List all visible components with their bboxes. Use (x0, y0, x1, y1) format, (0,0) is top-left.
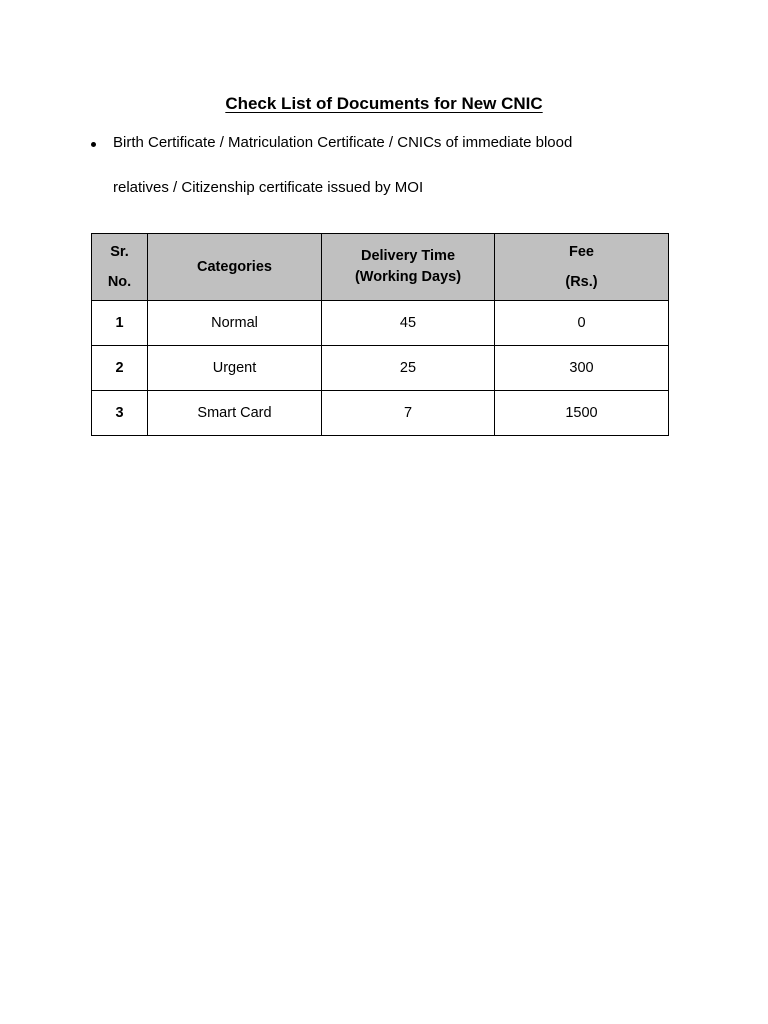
table-row (92, 391, 669, 436)
delivery-fee-table (91, 233, 669, 436)
table-row (92, 346, 669, 391)
row-category: Urgent (148, 346, 322, 391)
row-category: Normal (148, 301, 322, 346)
header-categories: Categories (148, 234, 322, 301)
bullet-text-line-1: Birth Certificate / Matriculation Certificate / CNICs of immediate blood (113, 134, 573, 151)
header-fee (495, 234, 669, 301)
table-row (92, 301, 669, 346)
row-delivery-days: 7 (322, 391, 495, 436)
table-header-row (92, 234, 669, 301)
header-delivery-label: Delivery Time (360, 248, 456, 264)
row-sr-no: 1 (92, 301, 148, 346)
header-working-days-label: (Working Days) (354, 269, 462, 285)
row-fee: 1500 (495, 391, 669, 436)
row-fee: 300 (495, 346, 669, 391)
row-sr-no: 3 (92, 391, 148, 436)
header-rs-label: (Rs.) (565, 274, 598, 290)
header-delivery-time (322, 234, 495, 301)
row-delivery-days: 25 (322, 346, 495, 391)
bullet-text-line-2: relatives / Citizenship certificate issued by MOI (113, 179, 424, 196)
row-fee: 0 (495, 301, 669, 346)
header-fee-label: Fee (569, 244, 594, 260)
header-sr-label: Sr. (110, 244, 129, 260)
header-sr-no (92, 234, 148, 301)
document-title: Check List of Documents for New CNIC (225, 94, 543, 113)
bullet-icon (91, 142, 96, 147)
row-delivery-days: 45 (322, 301, 495, 346)
header-no-label: No. (107, 274, 132, 290)
row-category: Smart Card (148, 391, 322, 436)
row-sr-no: 2 (92, 346, 148, 391)
